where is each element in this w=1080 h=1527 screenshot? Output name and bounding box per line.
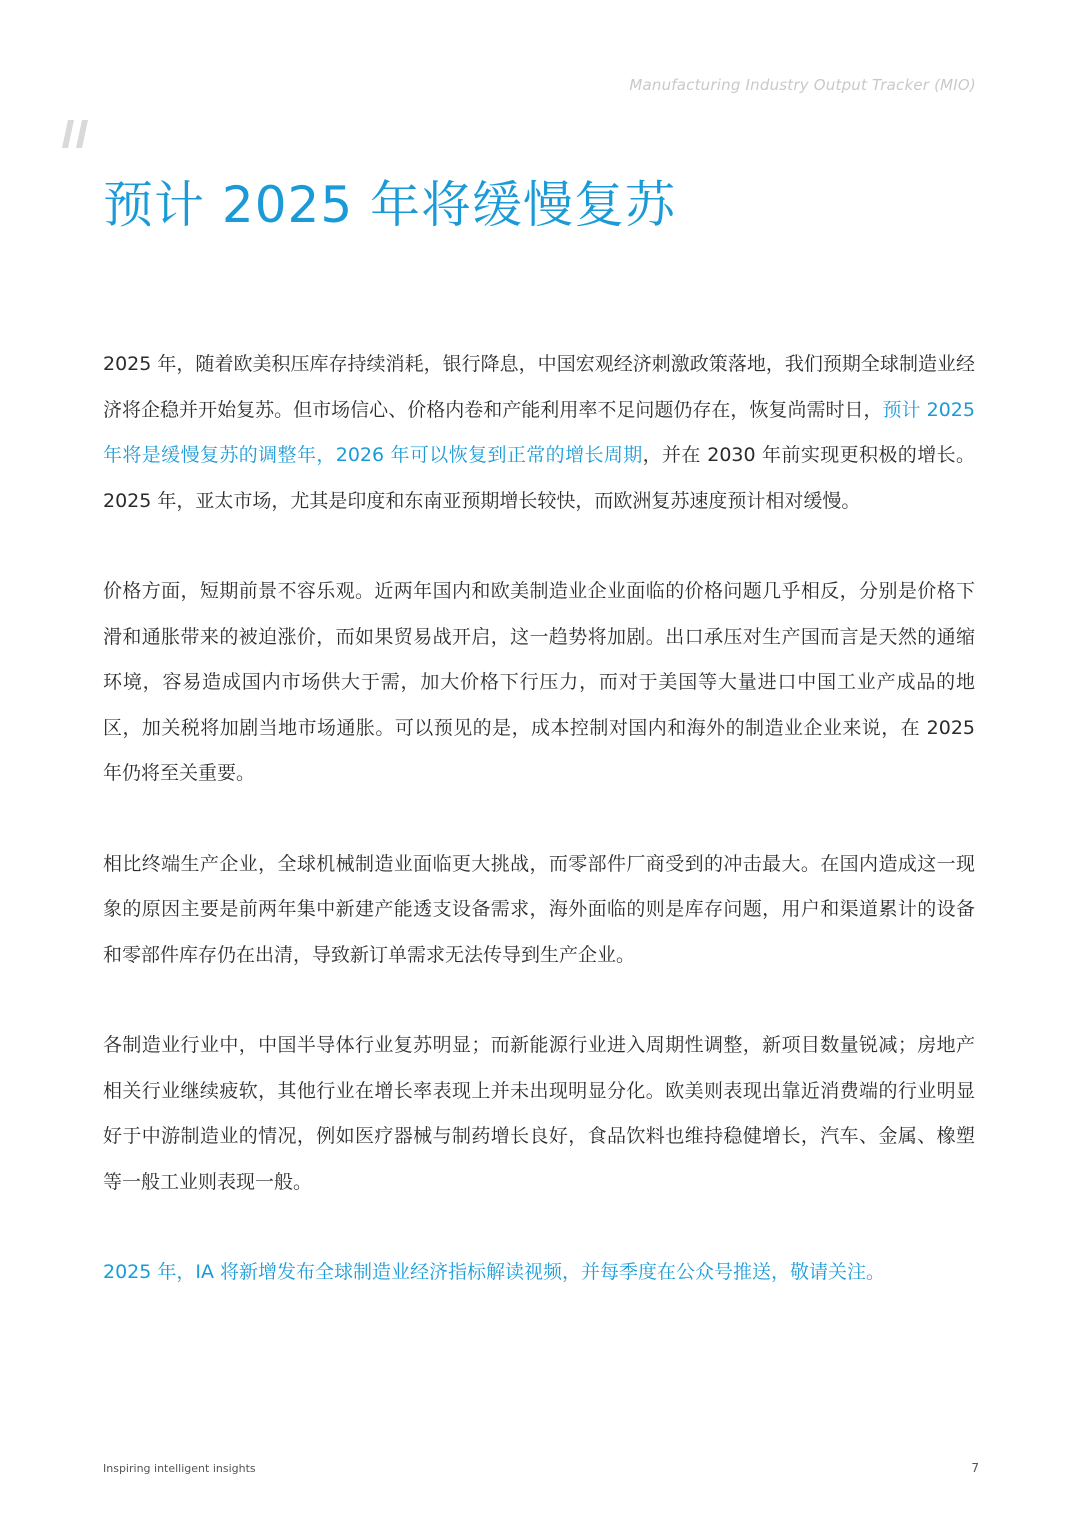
paragraph-pricing: 价格方面，短期前景不容乐观。近两年国内和欧美制造业企业面临的价格问题几乎相反，分别是价格下滑和通胀带来的被迫涨价，而如果贸易战开启，这一趋势将加剧。出口承压对生产国而言是天然的通缩环境，容易造成国内市场供大于需，加大价格下行压力，而对于美国等大量进口中国工业产成品的地区，加关税将加剧当地市场通胀。可以预见的是，成本控制对国内和海外的制造业企业来说，在 2025 年仍将至关重要。 — [103, 580, 975, 784]
paragraph-outlook-text-start: 2025 年，随着欧美积压库存持续消耗，银行降息，中国宏观经济刺激政策落地，我们预期全球制造业经济将企稳并开始复苏。但市场信心、价格内卷和产能利用率不足问题仍存在，恢复尚需时日， — [103, 353, 975, 421]
page-title: 预计 2025 年将缓慢复苏 — [103, 176, 677, 234]
paragraph-industries: 各制造业行业中，中国半导体行业复苏明显；而新能源行业进入周期性调整，新项目数量锐减；房地产相关行业继续疲软，其他行业在增长率表现上并未出现明显分化。欧美则表现出靠近消费端的行业明显好于中游制造业的情况，例如医疗器械与制药增长良好，食品饮料也维持稳健增长，汽车、金属、橡塑等一般工业则表现一般。 — [103, 1034, 975, 1193]
closing-announcement: 2025 年，IA 将新增发布全球制造业经济指标解读视频，并每季度在公众号推送，敬请关注。 — [103, 1261, 886, 1283]
paragraph-outlook — [103, 342, 975, 524]
highlighted-forecast: 预计 2025 年将是缓慢复苏的调整年，2026 年可以恢复到正常的增长周期 — [103, 398, 975, 466]
paragraph-outlook-text-end: ，并在 2030 年前实现更积极的增长。2025 年，亚太市场，尤其是印度和东南亚预期增长较快，而欧洲复苏速度预计相对缓慢。 — [103, 444, 975, 512]
quote-mark-icon — [56, 120, 92, 172]
page-number: 7 — [971, 1461, 979, 1475]
article-body — [103, 342, 975, 1296]
running-header: Manufacturing Industry Output Tracker (MIO) — [629, 76, 976, 94]
paragraph-machinery: 相比终端生产企业，全球机械制造业面临更大挑战，而零部件厂商受到的冲击最大。在国内造成这一现象的原因主要是前两年集中新建产能透支设备需求，海外面临的则是库存问题，用户和渠道累计的设备和零部件库存仍在出清，导致新订单需求无法传导到生产企业。 — [103, 852, 975, 966]
footer-tagline: Inspiring intelligent insights — [103, 1462, 256, 1475]
